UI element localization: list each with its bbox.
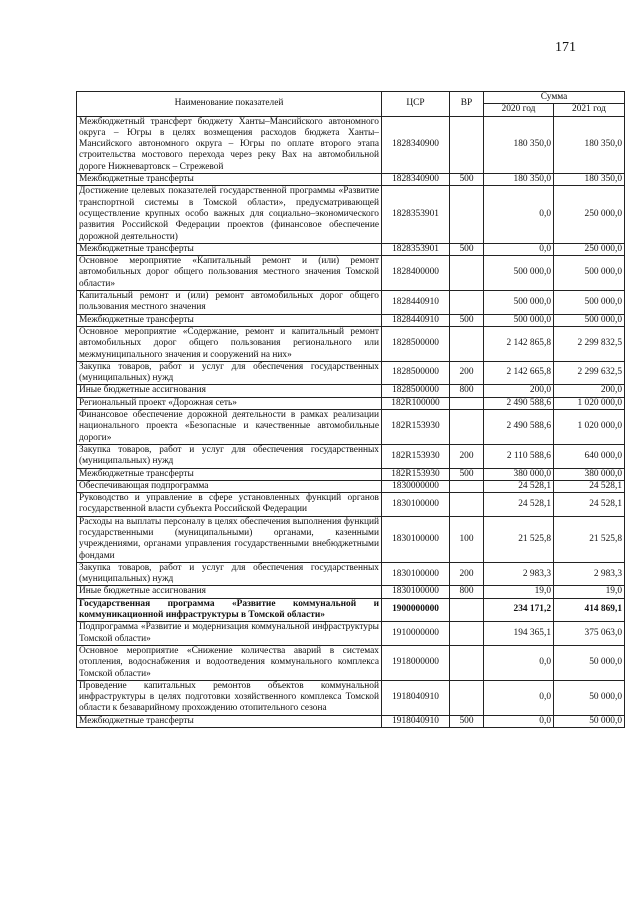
row-name-cell: Иные бюджетные ассигнования	[77, 586, 382, 598]
row-csr-cell: 1918040910	[382, 680, 450, 715]
table-row	[77, 444, 625, 468]
row-2021-cell: 414 869,1	[554, 598, 625, 622]
row-vr-cell	[450, 291, 484, 315]
page-number: 171	[555, 40, 576, 55]
row-2020-cell: 2 142 665,8	[484, 361, 554, 385]
row-2021-cell: 1 020 000,0	[554, 397, 625, 409]
table-row	[77, 314, 625, 326]
row-name-cell: Обеспечивающая подпрограмма	[77, 480, 382, 492]
row-name-cell: Межбюджетные трансферты	[77, 243, 382, 255]
row-csr-cell: 182R153930	[382, 410, 450, 445]
row-csr-cell: 1830100000	[382, 493, 450, 517]
row-2020-cell: 2 490 588,6	[484, 410, 554, 445]
row-name-cell: Межбюджетный трансферт бюджету Ханты–Мансийского автономного округа – Югры в целях возмещения расходов бюджета Ханты–Мансийского автономного округа – Югры по оплате второго этапа строительства мостового перехода через реку Вах на автомобильной дороге Нижневартовск – Стрежевой	[77, 116, 382, 173]
row-csr-cell: 1828500000	[382, 385, 450, 397]
row-vr-cell	[450, 480, 484, 492]
row-vr-cell: 100	[450, 516, 484, 562]
row-2020-cell: 2 142 865,8	[484, 326, 554, 361]
row-vr-cell	[450, 186, 484, 243]
row-2021-cell: 180 350,0	[554, 116, 625, 173]
row-name-cell: Межбюджетные трансферты	[77, 468, 382, 480]
row-2021-cell: 2 299 832,5	[554, 326, 625, 361]
row-2020-cell: 380 000,0	[484, 468, 554, 480]
row-2020-cell: 0,0	[484, 680, 554, 715]
row-csr-cell: 1830100000	[382, 516, 450, 562]
row-name-cell: Закупка товаров, работ и услуг для обеспечения государственных (муниципальных) нужд	[77, 361, 382, 385]
row-2020-cell: 2 490 588,6	[484, 397, 554, 409]
header-name: Наименование показателей	[77, 92, 382, 117]
row-2020-cell: 500 000,0	[484, 291, 554, 315]
row-csr-cell: 1828440910	[382, 291, 450, 315]
row-csr-cell: 182R100000	[382, 397, 450, 409]
row-2021-cell: 500 000,0	[554, 291, 625, 315]
table-row	[77, 397, 625, 409]
row-2020-cell: 21 525,8	[484, 516, 554, 562]
row-2021-cell: 50 000,0	[554, 680, 625, 715]
table-row	[77, 291, 625, 315]
row-name-cell: Основное мероприятие «Содержание, ремонт и капитальный ремонт автомобильных дорог общего пользования регионального или межмуниципального значения и сооружений на них»	[77, 326, 382, 361]
row-csr-cell: 1918040910	[382, 715, 450, 727]
row-2020-cell: 180 350,0	[484, 116, 554, 173]
row-name-cell: Государственная программа «Развитие коммунальной и коммуникационной инфраструктуры в Томской области»	[77, 598, 382, 622]
row-vr-cell	[450, 645, 484, 680]
header-year-2021: 2021 год	[554, 104, 625, 116]
row-vr-cell: 500	[450, 314, 484, 326]
row-csr-cell: 1910000000	[382, 622, 450, 646]
row-2021-cell: 250 000,0	[554, 186, 625, 243]
row-vr-cell	[450, 493, 484, 517]
row-csr-cell: 182R153930	[382, 468, 450, 480]
row-2021-cell: 19,0	[554, 586, 625, 598]
row-2020-cell: 24 528,1	[484, 480, 554, 492]
row-csr-cell: 1900000000	[382, 598, 450, 622]
row-name-cell: Подпрограмма «Развитие и модернизация коммунальной инфраструктуры Томской области»	[77, 622, 382, 646]
row-name-cell: Капитальный ремонт и (или) ремонт автомобильных дорог общего пользования местного значения	[77, 291, 382, 315]
row-2020-cell: 200,0	[484, 385, 554, 397]
row-name-cell: Руководство и управление в сфере установленных функций органов государственной власти субъекта Российской Федерации	[77, 493, 382, 517]
row-csr-cell: 1830100000	[382, 562, 450, 586]
row-2021-cell: 50 000,0	[554, 645, 625, 680]
table-row	[77, 385, 625, 397]
row-csr-cell: 1828500000	[382, 361, 450, 385]
row-2020-cell: 500 000,0	[484, 256, 554, 291]
row-2020-cell: 194 365,1	[484, 622, 554, 646]
row-csr-cell: 1828500000	[382, 326, 450, 361]
row-vr-cell	[450, 116, 484, 173]
row-vr-cell: 500	[450, 715, 484, 727]
row-name-cell: Финансовое обеспечение дорожной деятельности в рамках реализации национального проекта «Безопасные и качественные автомобильные дороги»	[77, 410, 382, 445]
row-2021-cell: 24 528,1	[554, 493, 625, 517]
row-2020-cell: 180 350,0	[484, 174, 554, 186]
row-2021-cell: 24 528,1	[554, 480, 625, 492]
row-2020-cell: 0,0	[484, 645, 554, 680]
table-row	[77, 186, 625, 243]
budget-table	[76, 91, 625, 728]
row-vr-cell: 500	[450, 174, 484, 186]
row-2021-cell: 180 350,0	[554, 174, 625, 186]
row-2021-cell: 21 525,8	[554, 516, 625, 562]
row-name-cell: Проведение капитальных ремонтов объектов коммунальной инфраструктуры в целях подготовки хозяйственного комплекса Томской области к безаварийному прохождению отопительного сезона	[77, 680, 382, 715]
table-row	[77, 256, 625, 291]
table-row	[77, 174, 625, 186]
row-vr-cell: 200	[450, 562, 484, 586]
row-vr-cell	[450, 326, 484, 361]
header-sum: Сумма	[484, 92, 625, 104]
row-2021-cell: 375 063,0	[554, 622, 625, 646]
row-2021-cell: 200,0	[554, 385, 625, 397]
row-2021-cell: 2 983,3	[554, 562, 625, 586]
row-csr-cell: 1828400000	[382, 256, 450, 291]
table-row	[77, 326, 625, 361]
row-csr-cell: 1828340900	[382, 116, 450, 173]
table-row	[77, 622, 625, 646]
row-2021-cell: 500 000,0	[554, 256, 625, 291]
row-vr-cell	[450, 680, 484, 715]
row-2021-cell: 2 299 632,5	[554, 361, 625, 385]
row-name-cell: Иные бюджетные ассигнования	[77, 385, 382, 397]
row-csr-cell: 1830100000	[382, 586, 450, 598]
row-csr-cell: 1828353901	[382, 243, 450, 255]
row-name-cell: Достижение целевых показателей государственной программы «Развитие транспортной системы в Томской области», предусматривающей осуществление крупных особо важных для социально–экономического развития Российской Федерации проектов (финансовое обеспечение дорожной деятельности)	[77, 186, 382, 243]
table-row	[77, 562, 625, 586]
table-row	[77, 116, 625, 173]
table-row	[77, 586, 625, 598]
row-2020-cell: 2 983,3	[484, 562, 554, 586]
row-vr-cell: 500	[450, 468, 484, 480]
table-row	[77, 243, 625, 255]
row-name-cell: Межбюджетные трансферты	[77, 314, 382, 326]
row-vr-cell	[450, 397, 484, 409]
row-name-cell: Межбюджетные трансферты	[77, 174, 382, 186]
row-name-cell: Региональный проект «Дорожная сеть»	[77, 397, 382, 409]
row-2020-cell: 2 110 588,6	[484, 444, 554, 468]
row-name-cell: Расходы на выплаты персоналу в целях обеспечения выполнения функций государственными (муниципальными) органами, казенными учреждениями, органами управления государственными внебюджетными фондами	[77, 516, 382, 562]
row-vr-cell	[450, 410, 484, 445]
row-name-cell: Закупка товаров, работ и услуг для обеспечения государственных (муниципальных) нужд	[77, 562, 382, 586]
table-body	[77, 116, 625, 727]
table-header	[77, 92, 625, 117]
row-2020-cell: 0,0	[484, 715, 554, 727]
table-row	[77, 493, 625, 517]
header-csr: ЦСР	[382, 92, 450, 117]
row-csr-cell: 182R153930	[382, 444, 450, 468]
table-row	[77, 468, 625, 480]
header-vr: ВР	[450, 92, 484, 117]
table-row	[77, 480, 625, 492]
row-vr-cell: 500	[450, 243, 484, 255]
row-name-cell: Основное мероприятие «Капитальный ремонт и (или) ремонт автомобильных дорог общего пользования местного значения Томской области»	[77, 256, 382, 291]
row-vr-cell	[450, 256, 484, 291]
row-vr-cell	[450, 622, 484, 646]
row-vr-cell: 800	[450, 385, 484, 397]
table-row	[77, 645, 625, 680]
row-vr-cell: 200	[450, 444, 484, 468]
table-row	[77, 516, 625, 562]
table-row	[77, 410, 625, 445]
row-2021-cell: 640 000,0	[554, 444, 625, 468]
row-csr-cell: 1828353901	[382, 186, 450, 243]
row-2021-cell: 1 020 000,0	[554, 410, 625, 445]
row-2020-cell: 24 528,1	[484, 493, 554, 517]
table-row	[77, 715, 625, 727]
row-2020-cell: 0,0	[484, 186, 554, 243]
row-2021-cell: 500 000,0	[554, 314, 625, 326]
table-row	[77, 361, 625, 385]
row-2020-cell: 500 000,0	[484, 314, 554, 326]
row-2021-cell: 380 000,0	[554, 468, 625, 480]
row-2020-cell: 19,0	[484, 586, 554, 598]
row-csr-cell: 1918000000	[382, 645, 450, 680]
table-row	[77, 598, 625, 622]
row-csr-cell: 1830000000	[382, 480, 450, 492]
row-2020-cell: 0,0	[484, 243, 554, 255]
table-row	[77, 680, 625, 715]
row-name-cell: Закупка товаров, работ и услуг для обеспечения государственных (муниципальных) нужд	[77, 444, 382, 468]
row-2020-cell: 234 171,2	[484, 598, 554, 622]
row-vr-cell: 200	[450, 361, 484, 385]
row-csr-cell: 1828440910	[382, 314, 450, 326]
row-2021-cell: 250 000,0	[554, 243, 625, 255]
row-2021-cell: 50 000,0	[554, 715, 625, 727]
row-vr-cell: 800	[450, 586, 484, 598]
header-year-2020: 2020 год	[484, 104, 554, 116]
row-csr-cell: 1828340900	[382, 174, 450, 186]
row-name-cell: Межбюджетные трансферты	[77, 715, 382, 727]
row-vr-cell	[450, 598, 484, 622]
row-name-cell: Основное мероприятие «Снижение количества аварий в системах отопления, водоснабжения и водоотведения коммунального комплекса Томской области»	[77, 645, 382, 680]
